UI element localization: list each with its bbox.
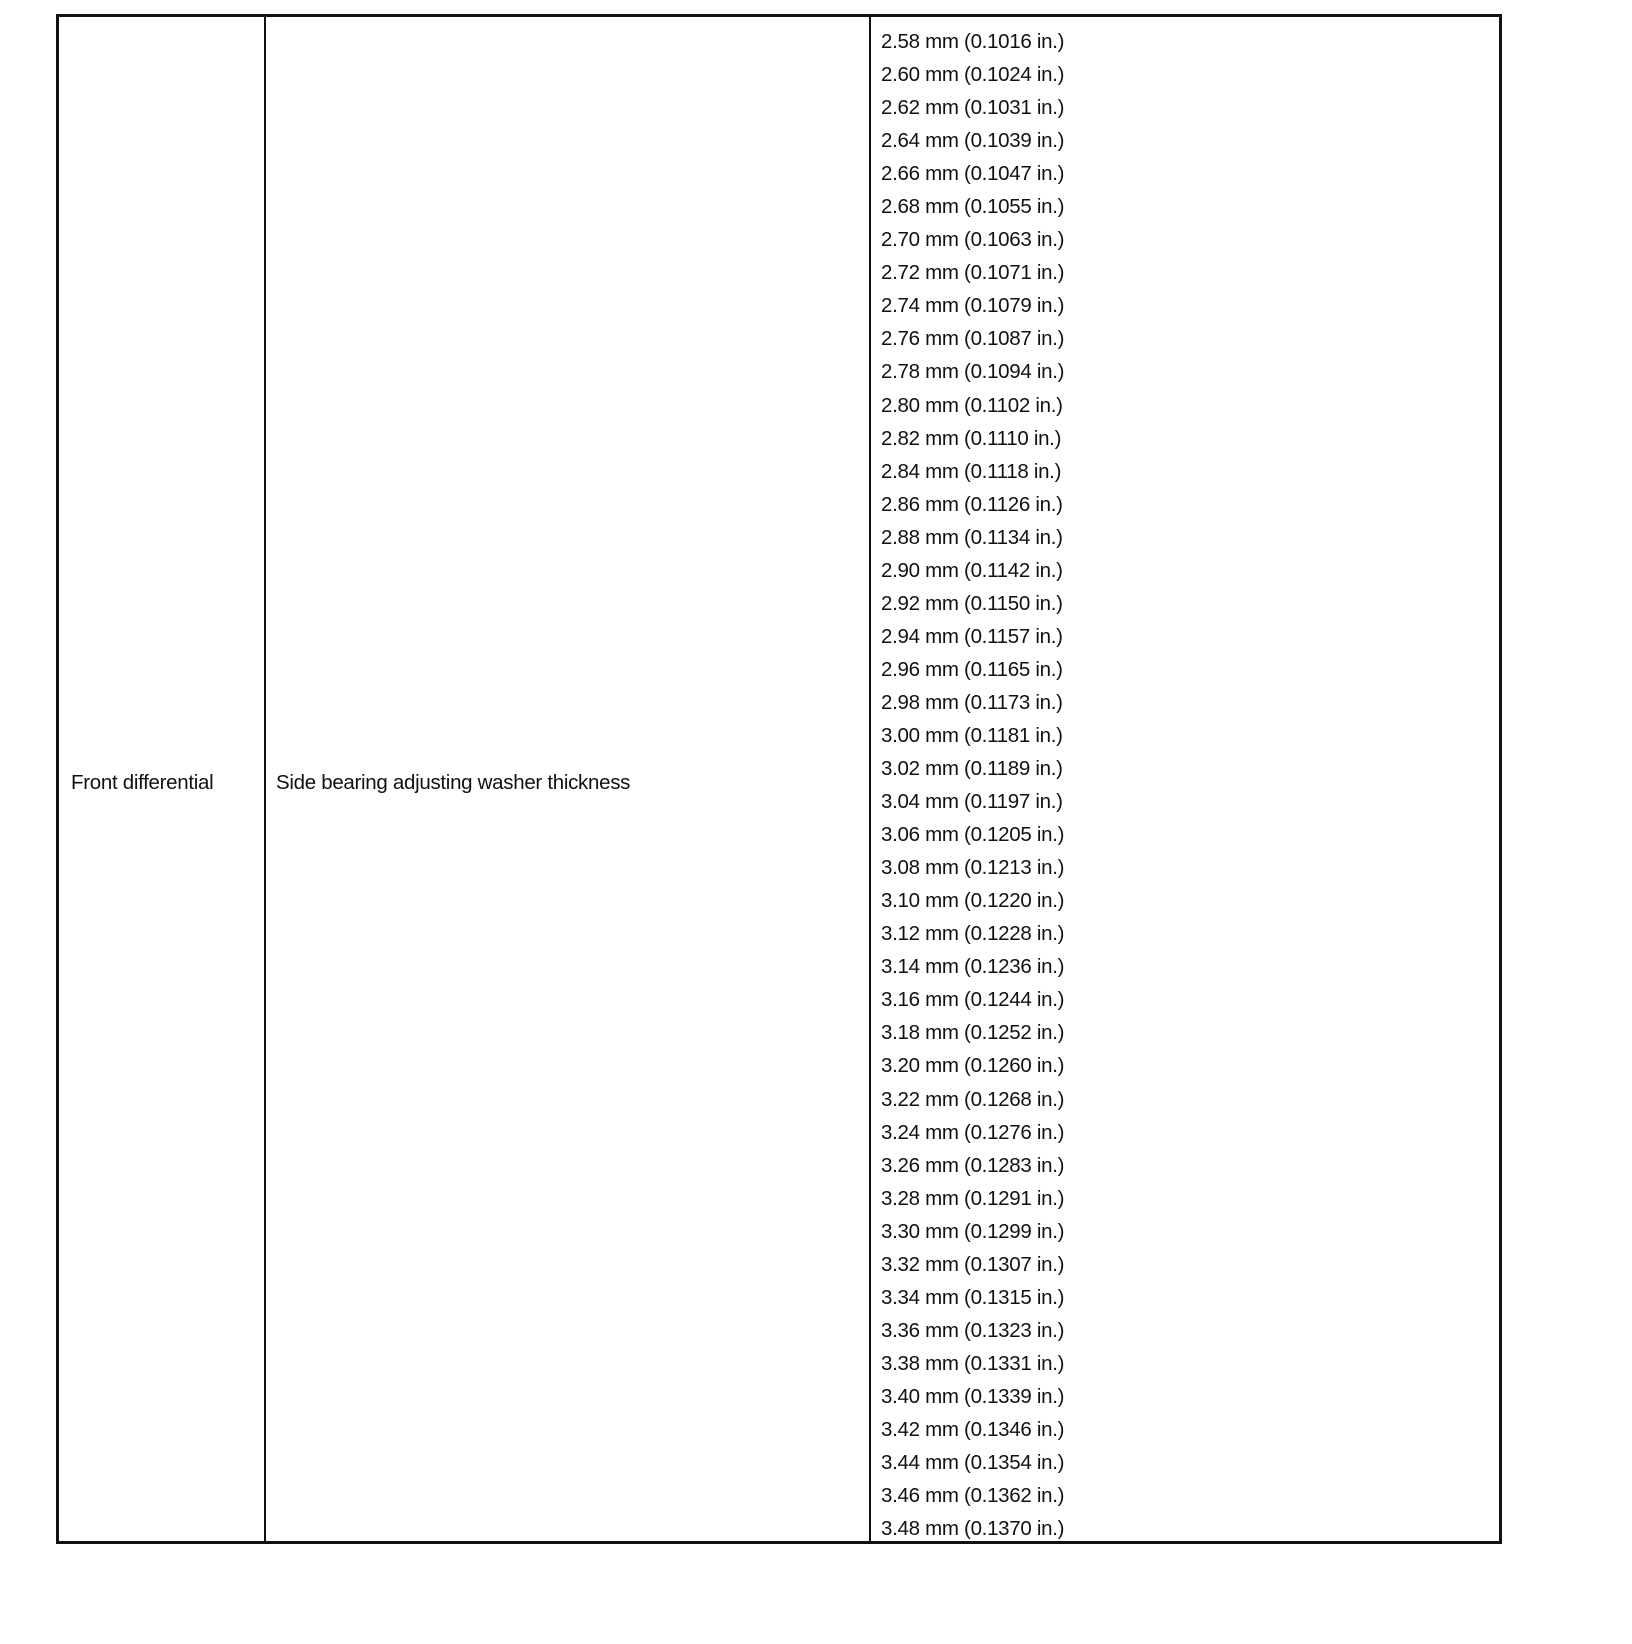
washer-thickness-value: 2.70 mm (0.1063 in.) bbox=[881, 228, 1065, 252]
item-cell bbox=[266, 17, 871, 1541]
washer-thickness-value: 3.16 mm (0.1244 in.) bbox=[881, 988, 1065, 1012]
component-cell bbox=[59, 17, 266, 1541]
washer-thickness-value: 2.74 mm (0.1079 in.) bbox=[881, 294, 1065, 318]
washer-thickness-value: 2.78 mm (0.1094 in.) bbox=[881, 360, 1065, 384]
washer-thickness-value: 3.32 mm (0.1307 in.) bbox=[881, 1252, 1065, 1276]
item-label: Side bearing adjusting washer thickness bbox=[276, 771, 631, 794]
washer-thickness-value: 3.00 mm (0.1181 in.) bbox=[881, 723, 1063, 747]
washer-thickness-value: 2.76 mm (0.1087 in.) bbox=[881, 327, 1065, 351]
washer-thickness-value: 2.58 mm (0.1016 in.) bbox=[881, 30, 1065, 53]
washer-thickness-value: 2.72 mm (0.1071 in.) bbox=[881, 261, 1065, 285]
washer-thickness-value: 2.66 mm (0.1047 in.) bbox=[881, 162, 1065, 186]
washer-thickness-value: 2.88 mm (0.1134 in.) bbox=[881, 525, 1063, 549]
washer-thickness-value: 3.26 mm (0.1283 in.) bbox=[881, 1153, 1065, 1177]
washer-thickness-value: 3.20 mm (0.1260 in.) bbox=[881, 1054, 1065, 1078]
washer-thickness-value: 3.02 mm (0.1189 in.) bbox=[881, 757, 1063, 781]
washer-thickness-value: 3.46 mm (0.1362 in.) bbox=[881, 1484, 1065, 1508]
washer-thickness-value: 2.96 mm (0.1165 in.) bbox=[881, 657, 1063, 681]
washer-thickness-value: 3.08 mm (0.1213 in.) bbox=[881, 856, 1065, 880]
washer-thickness-value: 2.80 mm (0.1102 in.) bbox=[881, 393, 1063, 417]
component-label: Front differential bbox=[71, 771, 214, 794]
spec-table bbox=[56, 14, 1502, 1544]
washer-thickness-value: 3.18 mm (0.1252 in.) bbox=[881, 1021, 1065, 1045]
washer-thickness-value: 3.40 mm (0.1339 in.) bbox=[881, 1384, 1065, 1408]
washer-thickness-value: 2.82 mm (0.1110 in.) bbox=[881, 426, 1062, 450]
washer-thickness-value: 3.30 mm (0.1299 in.) bbox=[881, 1219, 1065, 1243]
values-cell bbox=[871, 17, 1499, 1541]
washer-thickness-value: 2.84 mm (0.1118 in.) bbox=[881, 459, 1062, 483]
washer-thickness-value: 2.60 mm (0.1024 in.) bbox=[881, 63, 1065, 87]
washer-thickness-value: 3.34 mm (0.1315 in.) bbox=[881, 1285, 1065, 1309]
washer-thickness-value: 3.06 mm (0.1205 in.) bbox=[881, 823, 1065, 847]
washer-thickness-value: 3.38 mm (0.1331 in.) bbox=[881, 1351, 1065, 1375]
washer-thickness-list bbox=[881, 30, 1499, 1550]
washer-thickness-value: 3.04 mm (0.1197 in.) bbox=[881, 790, 1063, 814]
washer-thickness-value: 2.94 mm (0.1157 in.) bbox=[881, 624, 1063, 648]
washer-thickness-value: 2.98 mm (0.1173 in.) bbox=[881, 690, 1063, 714]
washer-thickness-value: 2.92 mm (0.1150 in.) bbox=[881, 591, 1063, 615]
washer-thickness-value: 3.44 mm (0.1354 in.) bbox=[881, 1451, 1065, 1475]
washer-thickness-value: 3.48 mm (0.1370 in.) bbox=[881, 1517, 1065, 1541]
washer-thickness-value: 2.62 mm (0.1031 in.) bbox=[881, 96, 1065, 120]
washer-thickness-value: 3.24 mm (0.1276 in.) bbox=[881, 1120, 1065, 1144]
washer-thickness-value: 2.64 mm (0.1039 in.) bbox=[881, 129, 1065, 153]
washer-thickness-value: 3.12 mm (0.1228 in.) bbox=[881, 922, 1065, 946]
washer-thickness-value: 3.14 mm (0.1236 in.) bbox=[881, 955, 1065, 979]
washer-thickness-value: 3.28 mm (0.1291 in.) bbox=[881, 1186, 1065, 1210]
washer-thickness-value: 3.22 mm (0.1268 in.) bbox=[881, 1087, 1065, 1111]
washer-thickness-value: 2.86 mm (0.1126 in.) bbox=[881, 492, 1063, 516]
washer-thickness-value: 2.90 mm (0.1142 in.) bbox=[881, 558, 1063, 582]
washer-thickness-value: 3.42 mm (0.1346 in.) bbox=[881, 1417, 1065, 1441]
washer-thickness-value: 3.10 mm (0.1220 in.) bbox=[881, 889, 1065, 913]
washer-thickness-value: 2.68 mm (0.1055 in.) bbox=[881, 195, 1065, 219]
washer-thickness-value: 3.36 mm (0.1323 in.) bbox=[881, 1318, 1065, 1342]
